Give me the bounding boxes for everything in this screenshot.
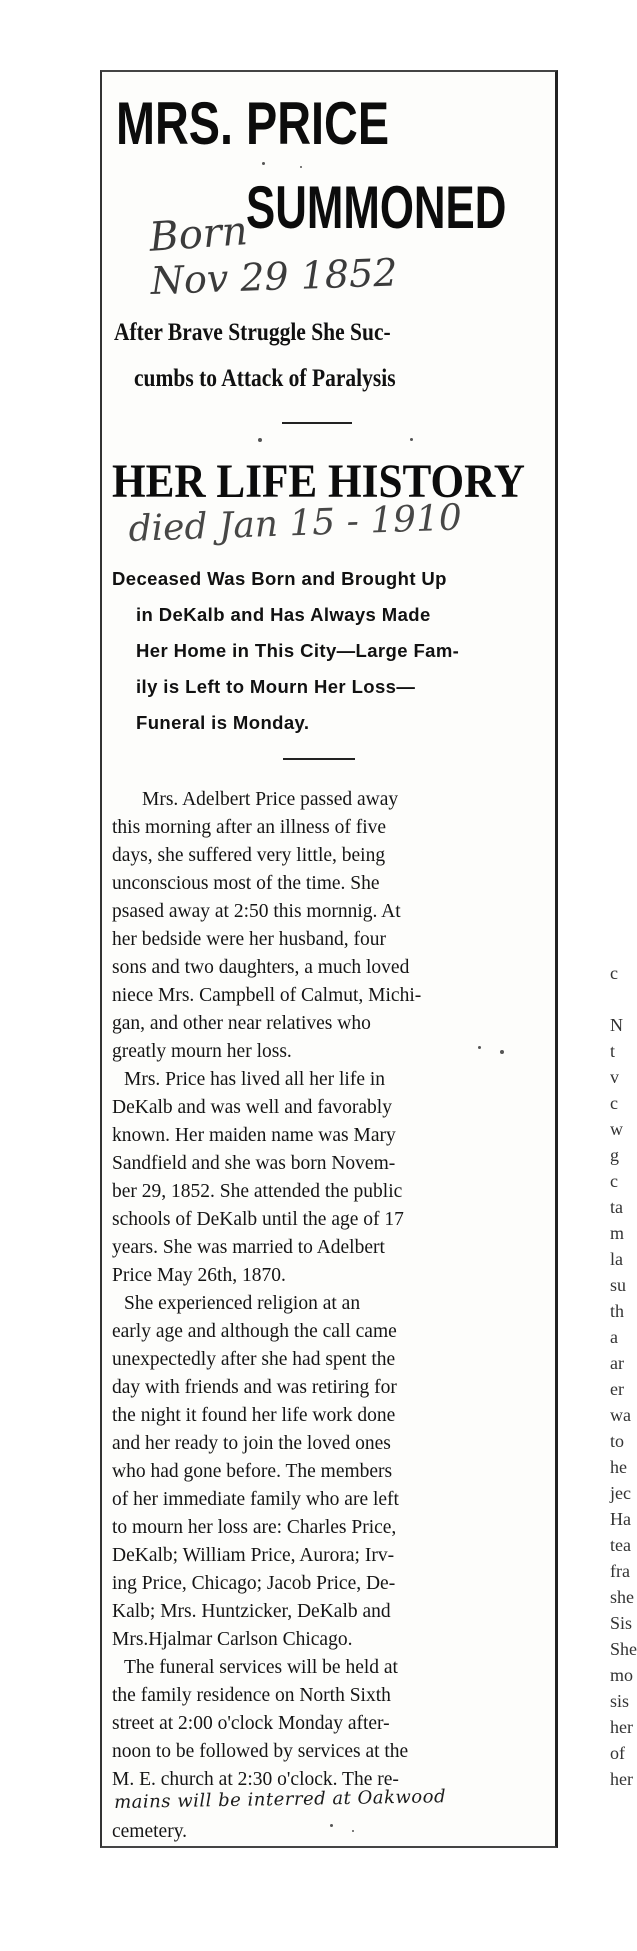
body-line: cemetery. [112,1821,188,1842]
edge-fragment: v [610,1067,619,1087]
body-line: the family residence on North Sixth [112,1685,391,1706]
body-line: Price May 26th, 1870. [112,1265,286,1286]
headline-line-2: SUMMONED [246,174,507,241]
edge-fragment: she [610,1587,634,1607]
divider-rule [283,758,355,760]
body-line: sons and two daughters, a much loved [112,957,410,978]
deck-line: in DeKalb and Has Always Made [136,604,431,625]
body-line: M. E. church at 2:30 o'clock. The re- [112,1769,399,1790]
edge-fragment: c [610,963,618,983]
body-line: Kalb; Mrs. Huntzicker, DeKalb and [112,1601,391,1622]
body-line: gan, and other near relatives who [112,1013,371,1034]
body-line: She experienced religion at an [124,1293,361,1314]
subheadline-line-2: cumbs to Attack of Paralysis [134,365,396,392]
edge-fragment: ta [610,1197,623,1217]
handwritten-died-date: died Jan 15 - 1910 [127,497,463,550]
edge-fragment: a [610,1327,618,1347]
body-line: this morning after an illness of five [112,817,387,838]
edge-fragment: su [610,1275,627,1295]
edge-fragment: fra [610,1561,630,1581]
body-line: days, she suffered very little, being [112,845,386,866]
edge-fragment: mo [610,1665,634,1685]
edge-fragment: of [610,1743,625,1763]
body-line: The funeral services will be held at [124,1657,398,1678]
body-line: niece Mrs. Campbell of Calmut, Michi- [112,985,422,1006]
edge-fragment: he [610,1457,627,1477]
edge-fragment: g [610,1145,619,1165]
body-line: and her ready to join the loved ones [112,1433,391,1454]
body-line: ber 29, 1852. She attended the public [112,1181,403,1202]
body-line: early age and although the call came [112,1321,397,1342]
body-line: years. She was married to Adelbert [112,1237,385,1258]
body-line: Mrs. Adelbert Price passed away [142,789,399,810]
body-line: day with friends and was retiring for [112,1377,397,1398]
body-line: unexpectedly after she had spent the [112,1349,396,1370]
edge-fragment: tea [610,1535,631,1555]
deck-line: Funeral is Monday. [136,712,310,733]
edge-fragment: jec [610,1483,631,1503]
deck-line: Her Home in This City—Large Fam- [136,640,460,661]
subheadline-line-1: After Brave Struggle She Suc- [114,319,391,346]
print-speck [262,162,265,165]
handwritten-remains-note: mains will be interred at Oakwood [113,1786,447,1813]
body-line: who had gone before. The members [112,1461,393,1482]
body-line: street at 2:00 o'clock Monday after- [112,1713,390,1734]
edge-fragment: er [610,1379,624,1399]
body-line: ing Price, Chicago; Jacob Price, De- [112,1573,396,1594]
headline-line-1: MRS. PRICE [116,90,390,157]
print-speck [258,438,262,442]
body-line: her bedside were her husband, four [112,929,386,950]
print-speck [500,1050,504,1054]
edge-fragment: Ha [610,1509,631,1529]
print-speck [330,1824,333,1827]
edge-fragment: N [610,1015,623,1035]
edge-fragment: c [610,1171,618,1191]
edge-fragment: her [610,1717,633,1737]
print-speck [352,1830,354,1832]
edge-fragment: m [610,1223,625,1243]
body-line: DeKalb; William Price, Aurora; Irv- [112,1545,395,1566]
print-speck [300,166,302,168]
print-speck [478,1046,481,1049]
divider-rule [282,422,352,424]
edge-fragment: her [610,1769,633,1789]
body-line: known. Her maiden name was Mary [112,1125,396,1146]
print-speck [410,438,413,441]
body-line: unconscious most of the time. She [112,873,380,894]
edge-fragment: ar [610,1353,624,1373]
body-line: noon to be followed by services at the [112,1741,409,1762]
edge-fragment: c [610,1093,618,1113]
section-title: HER LIFE HISTORY [112,455,526,508]
body-line: of her immediate family who are left [112,1489,399,1510]
edge-fragment: to [610,1431,625,1451]
deck-line: ily is Left to Mourn Her Loss— [136,676,416,697]
edge-fragment: w [610,1119,623,1139]
body-line: schools of DeKalb until the age of 17 [112,1209,404,1230]
edge-fragment: She [610,1639,637,1659]
edge-fragment: sis [610,1691,630,1711]
edge-fragment: wa [610,1405,631,1425]
body-line: the night it found her life work done [112,1405,396,1426]
body-line: psased away at 2:50 this mornnig. At [112,901,401,922]
body-line: Sandfield and she was born Novem- [112,1153,396,1174]
body-line: to mourn her loss are: Charles Price, [112,1517,397,1538]
edge-fragment: la [610,1249,623,1269]
body-line: Mrs. Price has lived all her life in [124,1069,386,1090]
handwritten-born-label: Born [147,208,250,261]
body-line: DeKalb and was well and favorably [112,1097,392,1118]
deck-line: Deceased Was Born and Brought Up [112,568,447,589]
edge-fragment: th [610,1301,625,1321]
edge-fragment: t [610,1041,616,1061]
handwritten-born-date: Nov 29 1852 [149,250,399,303]
edge-fragment: Sis [610,1613,633,1633]
body-line: Mrs.Hjalmar Carlson Chicago. [112,1629,353,1650]
body-line: greatly mourn her loss. [112,1041,292,1062]
